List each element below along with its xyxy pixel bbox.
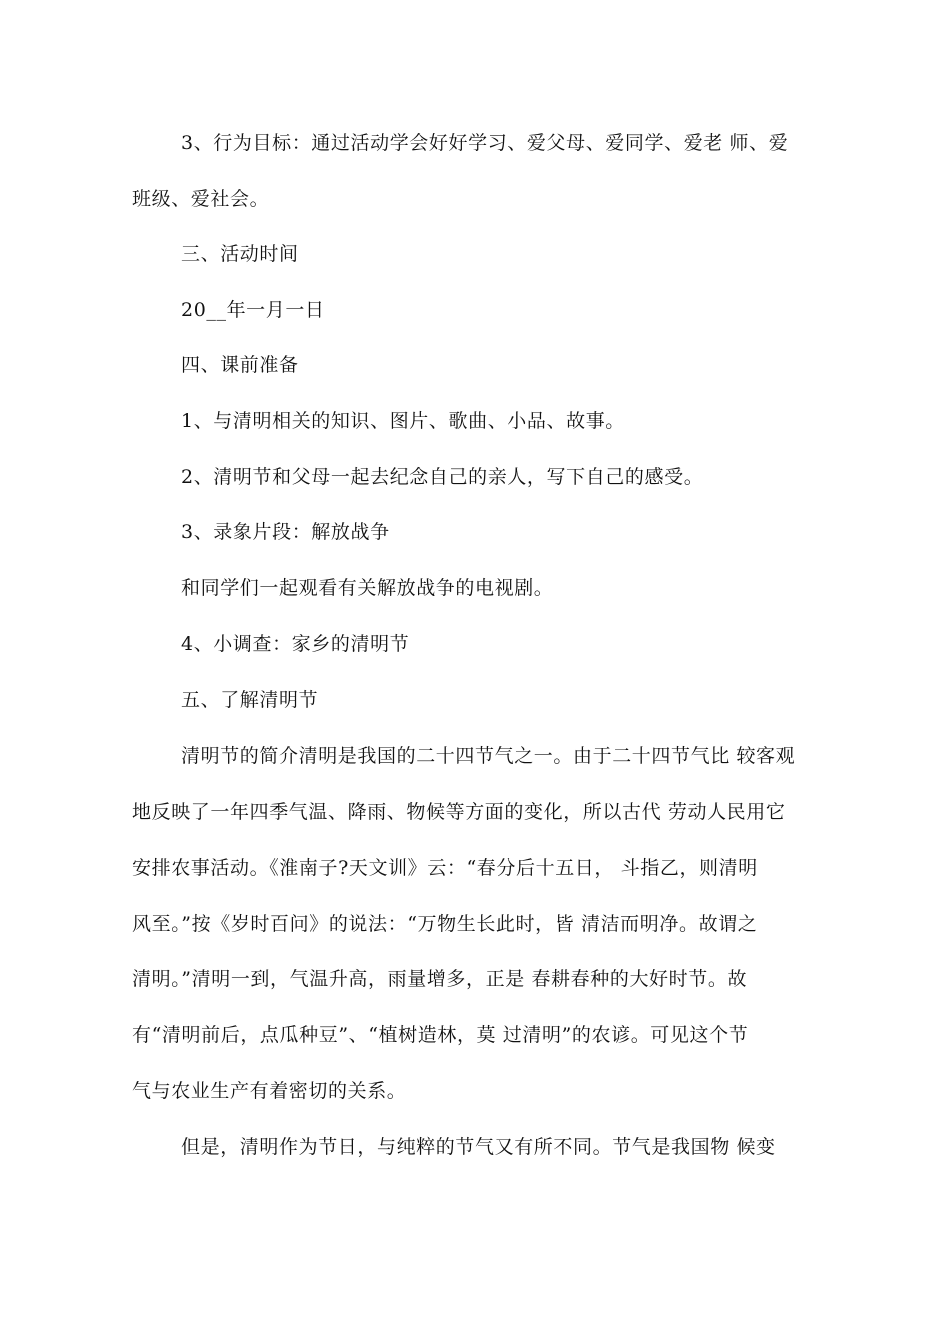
list-item: 1、与清明相关的知识、图片、歌曲、小品、故事。 (181, 410, 625, 432)
section-heading: 三、活动时间 (181, 243, 299, 265)
paragraph-line: 清明节的简介清明是我国的二十四节气之一。由于二十四节气比 较客观 (181, 745, 796, 767)
paragraph-line: 但是，清明作为节日，与纯粹的节气又有所不同。节气是我国物 候变 (181, 1136, 776, 1158)
paragraph-line: 3、行为目标：通过活动学会好好学习、爱父母、爱同学、爱老 师、爱 (181, 132, 789, 154)
paragraph-line: 有“清明前后，点瓜种豆”、“植树造林，莫 过清明”的农谚。可见这个节 (132, 1024, 749, 1046)
list-item: 3、录象片段：解放战争 (181, 521, 390, 543)
section-heading: 五、了解清明节 (181, 689, 319, 711)
paragraph-line: 风至。”按《岁时百问》的说法：“万物生长此时，皆 清洁而明净。故谓之 (132, 913, 758, 935)
paragraph-line: 安排农事活动。《淮南子?天文训》云：“春分后十五日， 斗指乙，则清明 (132, 857, 758, 879)
paragraph-line: 地反映了一年四季气温、降雨、物候等方面的变化，所以古代 劳动人民用它 (132, 801, 786, 823)
paragraph-line: 班级、爱社会。 (132, 188, 270, 210)
list-item: 2、清明节和父母一起去纪念自己的亲人，写下自己的感受。 (181, 466, 704, 488)
list-item: 4、小调查：家乡的清明节 (181, 633, 410, 655)
paragraph-line: 20__年一月一日 (181, 299, 325, 321)
paragraph-line: 和同学们一起观看有关解放战争的电视剧。 (181, 577, 554, 599)
paragraph-line: 气与农业生产有着密切的关系。 (132, 1080, 407, 1102)
paragraph-line: 清明。”清明一到，气温升高，雨量增多，正是 春耕春种的大好时节。故 (132, 968, 748, 990)
section-heading: 四、课前准备 (181, 354, 299, 376)
